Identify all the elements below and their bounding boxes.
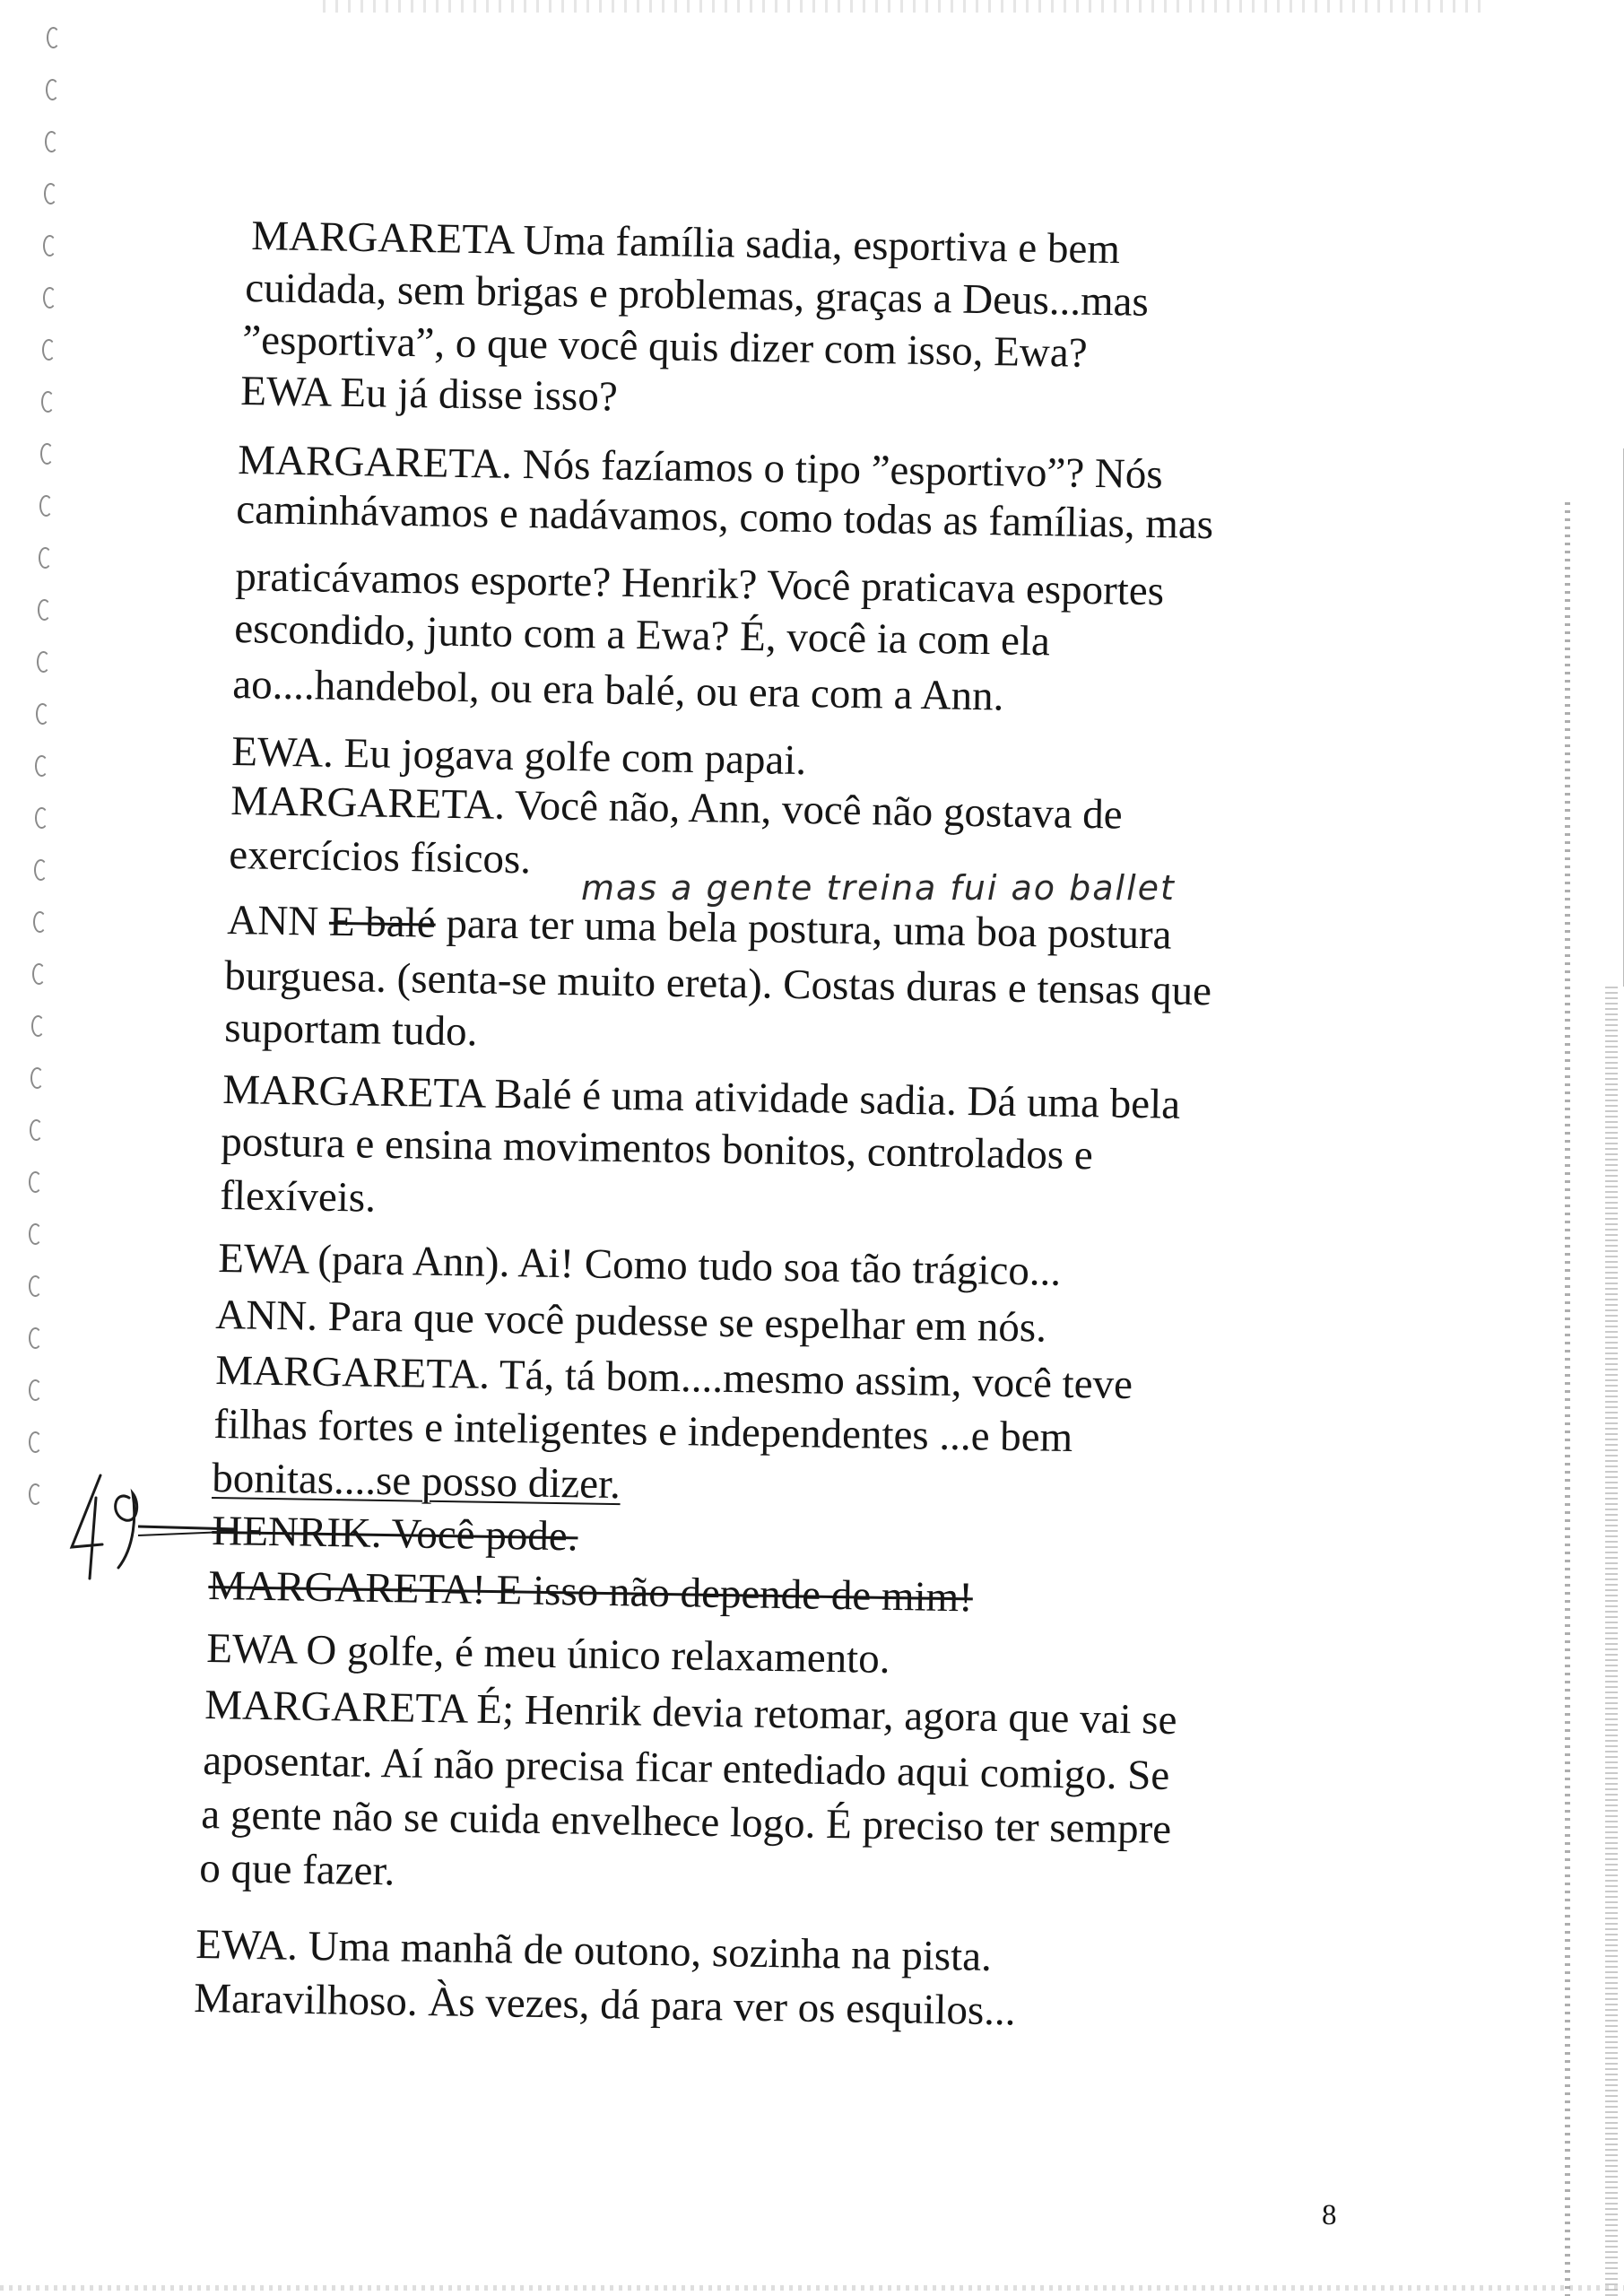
binder-hole — [46, 79, 59, 100]
script-line: EWA. Eu jogava golfe com papai. — [230, 728, 807, 785]
binder-hole — [29, 1275, 42, 1297]
page-number: 8 — [1322, 2199, 1337, 2231]
binder-hole — [35, 807, 48, 829]
script-line: ”esportiva”, o que você quis dizer com isso, Ewa? — [241, 317, 1088, 377]
script-line: MARGARETA É; Henrik devia retomar, agora que vai se — [204, 1682, 1177, 1744]
binder-hole — [44, 183, 57, 204]
struck-line: MARGARETA! E isso não depende de mim! — [207, 1562, 974, 1622]
binder-hole — [39, 547, 52, 569]
script-line: MARGARETA. Nós fazíamos o tipo ”esportivo”? Nós — [237, 437, 1164, 499]
script-line — [217, 1235, 1062, 1295]
binder-hole — [35, 755, 48, 777]
binder-hole — [29, 1171, 42, 1193]
script-line: flexíveis. — [219, 1172, 377, 1222]
binder-hole — [31, 1015, 45, 1037]
script-line: MARGARETA. Tá, tá bom....mesmo assim, você teve — [214, 1347, 1133, 1409]
struck-line: HENRIK. Você pode. — [211, 1508, 578, 1561]
binder-hole — [34, 859, 48, 881]
binder-hole — [36, 703, 49, 725]
script-line: suportam tudo. — [223, 1004, 478, 1056]
script-line: o que fazer. — [198, 1845, 395, 1895]
binder-hole — [40, 443, 54, 465]
script-line: exercícios físicos. — [228, 831, 532, 883]
scan-edge-right — [1565, 502, 1570, 2296]
script-line: caminhávamos e nadávamos, como todas as famílias, mas — [235, 486, 1214, 549]
binder-hole — [45, 131, 58, 152]
script-line: cuidada, sem brigas e problemas, graças a Deus...mas — [244, 265, 1150, 326]
binder-hole — [47, 27, 60, 48]
binder-hole — [29, 1223, 42, 1245]
script-line: burguesa. (senta-se muito ereta). Costas duras e tensas que — [223, 952, 1212, 1015]
binder-hole — [39, 495, 53, 517]
binder-hole — [29, 1327, 42, 1349]
script-line: EWA Eu já disse isso? — [239, 368, 619, 421]
binder-holes — [27, 18, 72, 1543]
script-line: ANN. Para que você pudesse se espelhar em nós. — [214, 1292, 1047, 1352]
script-line: MARGARETA. Você não, Ann, você não gostava de — [230, 778, 1124, 839]
script-line: EWA. Uma manhã de outono, sozinha na pista. — [195, 1921, 993, 1980]
script-line: filhas fortes e inteligentes e independentes ...e bem — [213, 1401, 1073, 1462]
speaker-ann: ANN — [226, 897, 319, 945]
binder-hole — [42, 339, 56, 361]
binder-hole — [30, 1119, 43, 1141]
script-line: Maravilhoso. Às vezes, dá para ver os esquilos... — [193, 1975, 1016, 2035]
script-line: postura e ensina movimentos bonitos, controlados e — [220, 1118, 1094, 1179]
ewa-line: EWA (para Ann). Ai! Como tudo soa tão trágico... — [217, 1235, 1062, 1295]
script-line: MARGARETA Uma família sadia, esportiva e bem — [250, 213, 1121, 274]
struck-text: E balé — [328, 898, 437, 947]
scan-edge-right-outer — [1605, 987, 1618, 2296]
binder-hole — [33, 911, 47, 933]
ann-text: para ter uma bela postura, uma boa postura — [435, 900, 1172, 959]
script-line: MARGARETA Balé é uma atividade sadia. Dá uma bela — [221, 1066, 1181, 1128]
binder-hole — [43, 287, 56, 309]
binder-hole — [32, 963, 46, 985]
binder-hole — [29, 1431, 42, 1453]
script-line: aposentar. Aí não precisa ficar entediado aqui comigo. Se — [202, 1737, 1170, 1799]
script-line: EWA O golfe, é meu único relaxamento. — [205, 1625, 890, 1683]
script-line: a gente não se cuida envelhece logo. É preciso ter sempre — [200, 1791, 1172, 1853]
binder-hole — [29, 1483, 42, 1505]
binder-hole — [29, 1379, 42, 1401]
handwritten-insert: mas a gente treina fui ao ballet — [581, 868, 1176, 908]
binder-hole — [38, 599, 51, 621]
scan-noise-bottom — [0, 2285, 1624, 2291]
binder-hole — [43, 235, 56, 257]
binder-hole — [41, 391, 55, 413]
binder-hole — [30, 1067, 44, 1089]
margin-mark — [65, 1462, 136, 1578]
binder-hole — [37, 651, 50, 673]
script-line: ao....handebol, ou era balé, ou era com a Ann. — [231, 661, 1004, 720]
script-line: bonitas....se posso dizer. — [211, 1455, 621, 1509]
script-line: praticávamos esporte? Henrik? Você praticava esportes — [234, 553, 1165, 615]
scan-noise-top — [323, 0, 1489, 13]
script-line: escondido, junto com a Ewa? É, você ia com ela — [233, 605, 1051, 665]
